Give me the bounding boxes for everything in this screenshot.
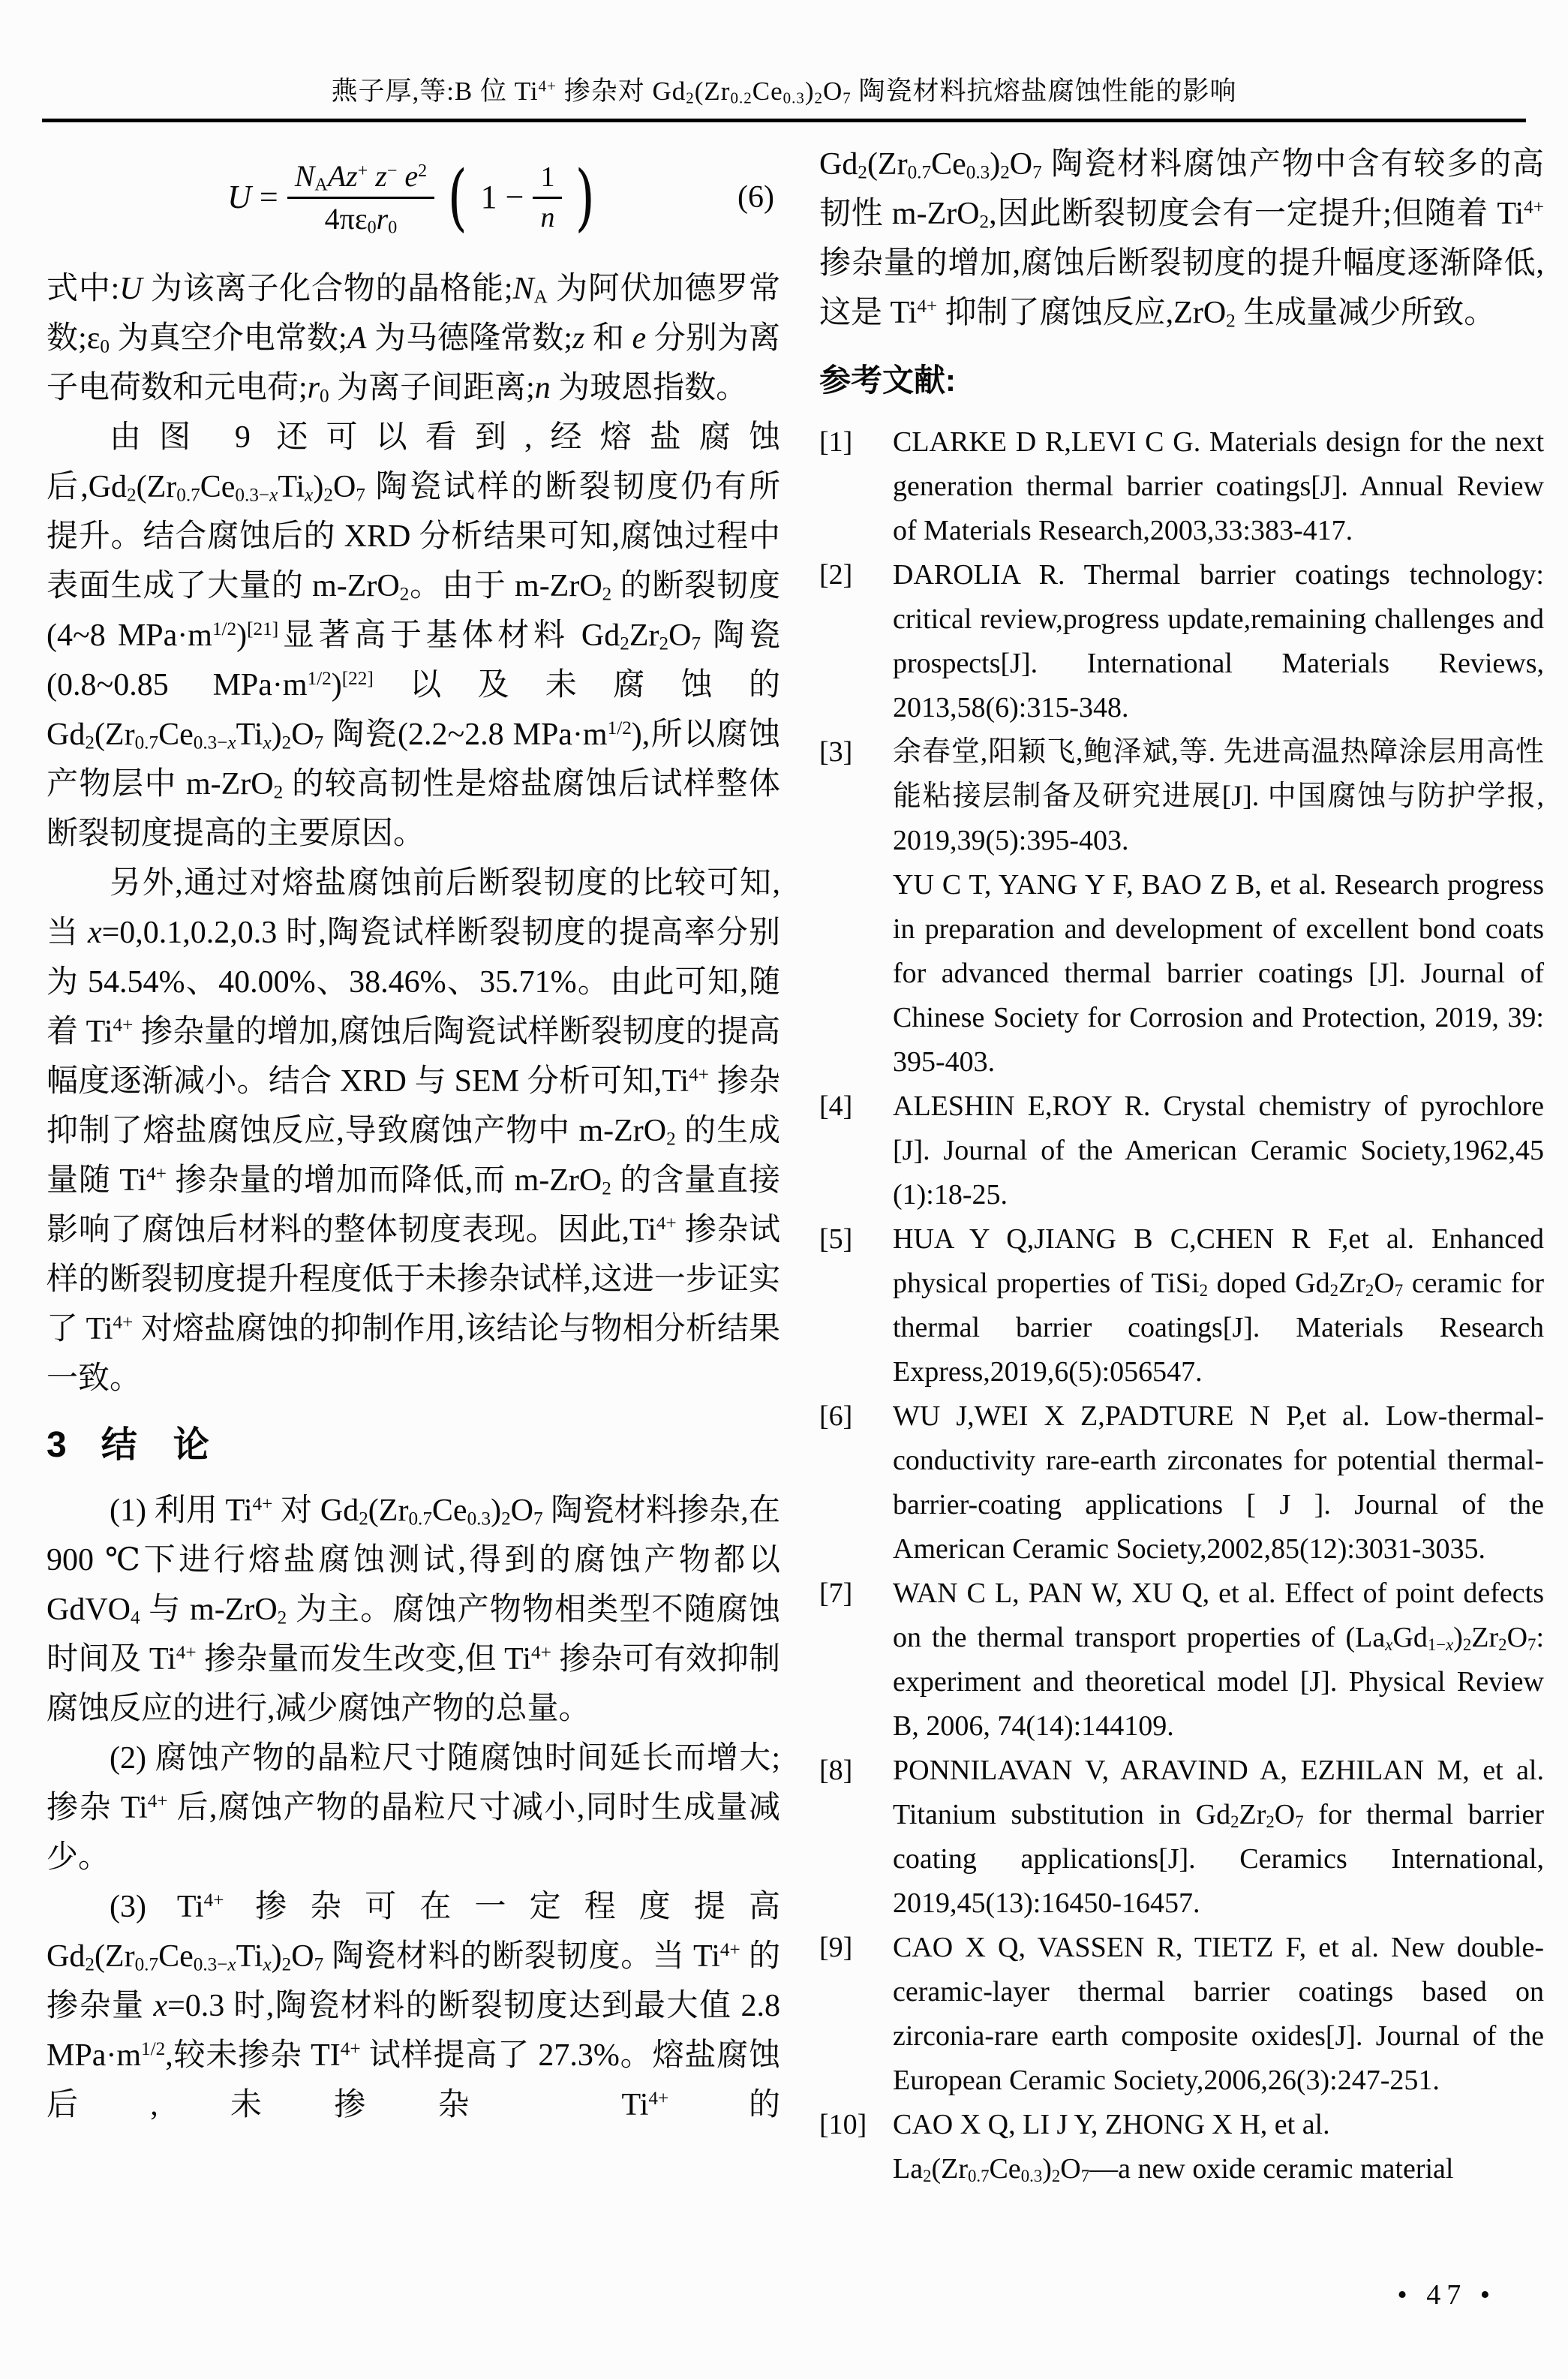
reference-text: PONNILAVAN V, ARAVIND A, EZHILAN M, et al. Titanium substitution in $Gd_2Zr_2O_7$ for thermal barrier coating applications[J]. Ceramics International, 2019,45(13):16450-16457. xyxy=(893,1755,1545,1919)
reference-item xyxy=(819,1394,1544,1571)
reference-text: ALESHIN E,ROY R. Crystal chemistry of pyrochlore [J]. Journal of the American Ceramic Society,1962,45 (1):18-25. xyxy=(893,1090,1544,1211)
reference-label: [2] xyxy=(819,559,853,591)
reference-label: [8] xyxy=(819,1755,853,1786)
fraction-denominator: $4\pi\varepsilon_0r_0$ xyxy=(324,201,398,237)
reference-title: $La_2(Zr_{0.7}Ce_{0.3})_2O_7—a$ new oxide ceramic material xyxy=(893,2153,1454,2186)
reference-text xyxy=(893,2103,1544,2191)
reference-item-translation xyxy=(819,863,1544,1084)
right-column xyxy=(819,140,1544,2191)
equation-number: (6) xyxy=(737,180,774,215)
reference-item xyxy=(819,2103,1544,2191)
fraction xyxy=(287,158,434,236)
reference-item xyxy=(819,1084,1544,1217)
reference-item xyxy=(819,553,1544,730)
reference-text: HUA Y Q,JIANG B C,CHEN R F,et al. Enhanced physical properties of TiSi$_2$ doped $Gd_2Zr_2O_7$ ceramic for thermal barrier coatings[J]. Materials Research Express,2019,6(5):056547. xyxy=(893,1223,1545,1388)
fraction-numerator: $N_AAz^+$ z− $e^2$ xyxy=(287,158,434,198)
reference-item xyxy=(819,420,1544,553)
reference-label: [10] xyxy=(819,2109,867,2140)
reference-label: [9] xyxy=(819,1932,853,1963)
reference-label: [7] xyxy=(819,1577,853,1609)
reference-label: [3] xyxy=(819,736,853,768)
reference-label: [4] xyxy=(819,1090,853,1122)
reference-text: WU J,WEI X Z,PADTURE N P,et al. Low-thermal-conductivity rare-earth zirconates for potential thermal-barrier-coating applications [ J ]. Journal of the American Ceramic Society,2002,85(12):3031-3035. xyxy=(893,1400,1544,1565)
reference-label xyxy=(819,863,893,1084)
reference-item xyxy=(819,1749,1544,1926)
reference-item xyxy=(819,1571,1544,1749)
paragraph-variable-definitions: 式中:U 为该离子化合物的晶格能$;N_A$ 为阿伏加德罗常数$;\varepsilon_0$ 为真空介电常数;A 为马德隆常数;z 和 e 分别为离子电荷数和元电荷$;r_0$ 为离子间距离;n 为玻恩指数。 xyxy=(47,272,780,407)
reference-label: [6] xyxy=(819,1400,853,1432)
section-heading-conclusions xyxy=(47,1423,780,1468)
reference-item xyxy=(819,1217,1544,1394)
reference-text: DAROLIA R. Thermal barrier coatings technology: critical review,progress update,remaining challenges and prospects[J]. International Materials Reviews, 2013,58(6):315-348. xyxy=(893,559,1544,723)
reference-text: YU C T, YANG Y F, BAO Z B, et al. Research progress in preparation and development of excellent bond coats for advanced thermal barrier coatings [J]. Journal of Chinese Society for Corrosion and Protection, 2019, 39: 395-403. xyxy=(893,869,1544,1078)
reference-label: [1] xyxy=(819,426,853,458)
right-paren: ) xyxy=(575,155,596,239)
reference-item xyxy=(819,730,1544,863)
left-paren: ( xyxy=(447,155,468,239)
left-column xyxy=(47,140,780,2130)
equation-body xyxy=(227,155,599,239)
conclusion-item-1: (1) 利用 $Ti^{4+}$ 对 $Gd_2(Zr_{0.7}Ce_{0.3})_2O_7$ 陶瓷材料掺杂,在 900 ℃下进行熔盐腐蚀测试,得到的腐蚀产物都以 GdVO$_4$ 与 m-ZrO$_2$ 为主。腐蚀产物物相类型不随腐蚀时间及 $Ti^{4+}$ 掺杂量而发生改变,但 $Ti^{4+}$ 掺杂可有效抑制腐蚀反应的进行,减少腐蚀产物的总量。 xyxy=(47,1493,780,1726)
section-number: 3 xyxy=(47,1425,67,1465)
reference-text: WAN C L, PAN W, XU Q, et al. Effect of point defects on the thermal transport properties of $(La_xGd_{1-x})_2Zr_2O_7$: experiment and theoretical model [J]. Physical Review B, 2006, 74(14):144109. xyxy=(893,1577,1544,1742)
section-title: 结 论 xyxy=(101,1425,209,1465)
conclusion-item-3: (3) $Ti^{4+}$ 掺杂可在一定程度提高 $Gd_2(Zr_{0.7}Ce_{0.3-x}Ti_x)_2O_7$ 陶瓷材料的断裂韧度。当 $Ti^{4+}$ 的掺杂量 x=0.3 时,陶瓷材料的断裂韧度达到最大值 2.8 $MPa\cdot m^{1/2}$,较未掺杂 $TI^{4+}$ 试样提高了 27.3%。熔盐腐蚀后,未掺杂 $Ti^{4+}$ 的 xyxy=(47,1890,780,2122)
paragraph-fig9-analysis: 由图 9 还可以看到,经熔盐腐蚀后$,Gd_2(Zr_{0.7}Ce_{0.3-x}Ti_x)_2O_7$ 陶瓷试样的断裂韧度仍有所提升。结合腐蚀后的 XRD 分析结果可知,腐蚀过程中表面生成了大量的 m-ZrO$_2$。由于 m-ZrO$_2$ 的断裂韧度(4~8 $MPa\cdot m^{1/2})[21]$显著高于基体材料 $Gd_2Zr_2O_7$ 陶瓷(0.8~0.85 $MPa\cdot m^{1/2})[22]$以及未腐蚀的 $Gd_2(Zr_{0.7}Ce_{0.3-x}Ti_x)_2O_7$ 陶瓷(2.2~2.8 $MPa\cdot m^{1/2}$),所以腐蚀产物层中 m-ZrO$_2$ 的较高韧性是熔盐腐蚀后试样整体断裂韧度提高的主要原因。 xyxy=(47,420,780,851)
header-rule xyxy=(42,119,1526,122)
inner-fraction-denominator: n xyxy=(540,201,555,233)
reference-text: CAO X Q, VASSEN R, TIETZ F, et al. New double-ceramic-layer thermal barrier coatings based on zirconia-rare earth composite oxides[J]. Journal of the European Ceramic Society,2006,26(3):247-251. xyxy=(893,1932,1544,2096)
reference-label: [5] xyxy=(819,1223,853,1255)
references-heading: 参考文献: xyxy=(819,362,956,398)
page-number: • 47 • xyxy=(1397,2279,1496,2311)
paragraph-continued: $Gd_2(Zr_{0.7}Ce_{0.3})_2O_7$ 陶瓷材料腐蚀产物中含有较多的高韧性 m-ZrO$_2$,因此断裂韧度会有一定提升;但随着 $Ti^{4+}$ 掺杂量的增加,腐蚀后断裂韧度的提升幅度逐渐降低,这是 $Ti^{4+}$ 抑制了腐蚀反应,ZrO$_2$ 生成量减少所致。 xyxy=(819,147,1544,332)
equation-one-minus: 1 − xyxy=(480,179,524,215)
paragraph-toughness-comparison: 另外,通过对熔盐腐蚀前后断裂韧度的比较可知,当 x=0,0.1,0.2,0.3 时,陶瓷试样断裂韧度的提高率分别为 54.54%、40.00%、38.46%、35.71%。由此可知,随着 $Ti^{4+}$ 掺杂量的增加,腐蚀后陶瓷试样断裂韧度的提高幅度逐渐减小。结合 XRD 与 SEM 分析可知$,Ti^{4+}$ 掺杂抑制了熔盐腐蚀反应,导致腐蚀产物中 m-ZrO$_2$ 的生成量随 $Ti^{4+}$ 掺杂量的增加而降低,而 m-ZrO$_2$ 的含量直接影响了腐蚀后材料的整体韧度表现。因此$,Ti^{4+}$ 掺杂试样的断裂韧度提升程度低于未掺杂试样,这进一步证实了 $Ti^{4+}$ 对熔盐腐蚀的抑制作用,该结论与物相分析结果一致。 xyxy=(47,866,780,1396)
equation-6 xyxy=(47,141,780,254)
reference-text: 余春堂,阳颖飞,鲍泽斌,等. 先进高温热障涂层用高性能粘接层制备及研究进展[J]. 中国腐蚀与防护学报, 2019,39(5):395-403. xyxy=(893,736,1544,856)
inner-fraction-numerator: 1 xyxy=(533,161,562,199)
equation-lhs: U = xyxy=(227,179,278,215)
running-header: 燕子厚,等:B 位 $Ti^{4+}$ 掺杂对 $Gd_2(Zr_{0.2}Ce_{0.3})_2O_7$ 陶瓷材料抗熔盐腐蚀性能的影响 xyxy=(331,77,1237,107)
reference-text: CLARKE D R,LEVI C G. Materials design for the next generation thermal barrier coatings[J]. Annual Review of Materials Research,2003,33:383-417. xyxy=(893,426,1544,546)
reference-item xyxy=(819,1926,1544,2103)
references-list xyxy=(819,420,1544,2191)
reference-authors: CAO X Q, LI J Y, ZHONG X H, et al. xyxy=(893,2109,1330,2140)
inner-fraction xyxy=(533,161,562,235)
conclusion-item-2: (2) 腐蚀产物的晶粒尺寸随腐蚀时间延长而增大;掺杂 $Ti^{4+}$ 后,腐蚀产物的晶粒尺寸减小,同时生成量减少。 xyxy=(47,1741,780,1875)
